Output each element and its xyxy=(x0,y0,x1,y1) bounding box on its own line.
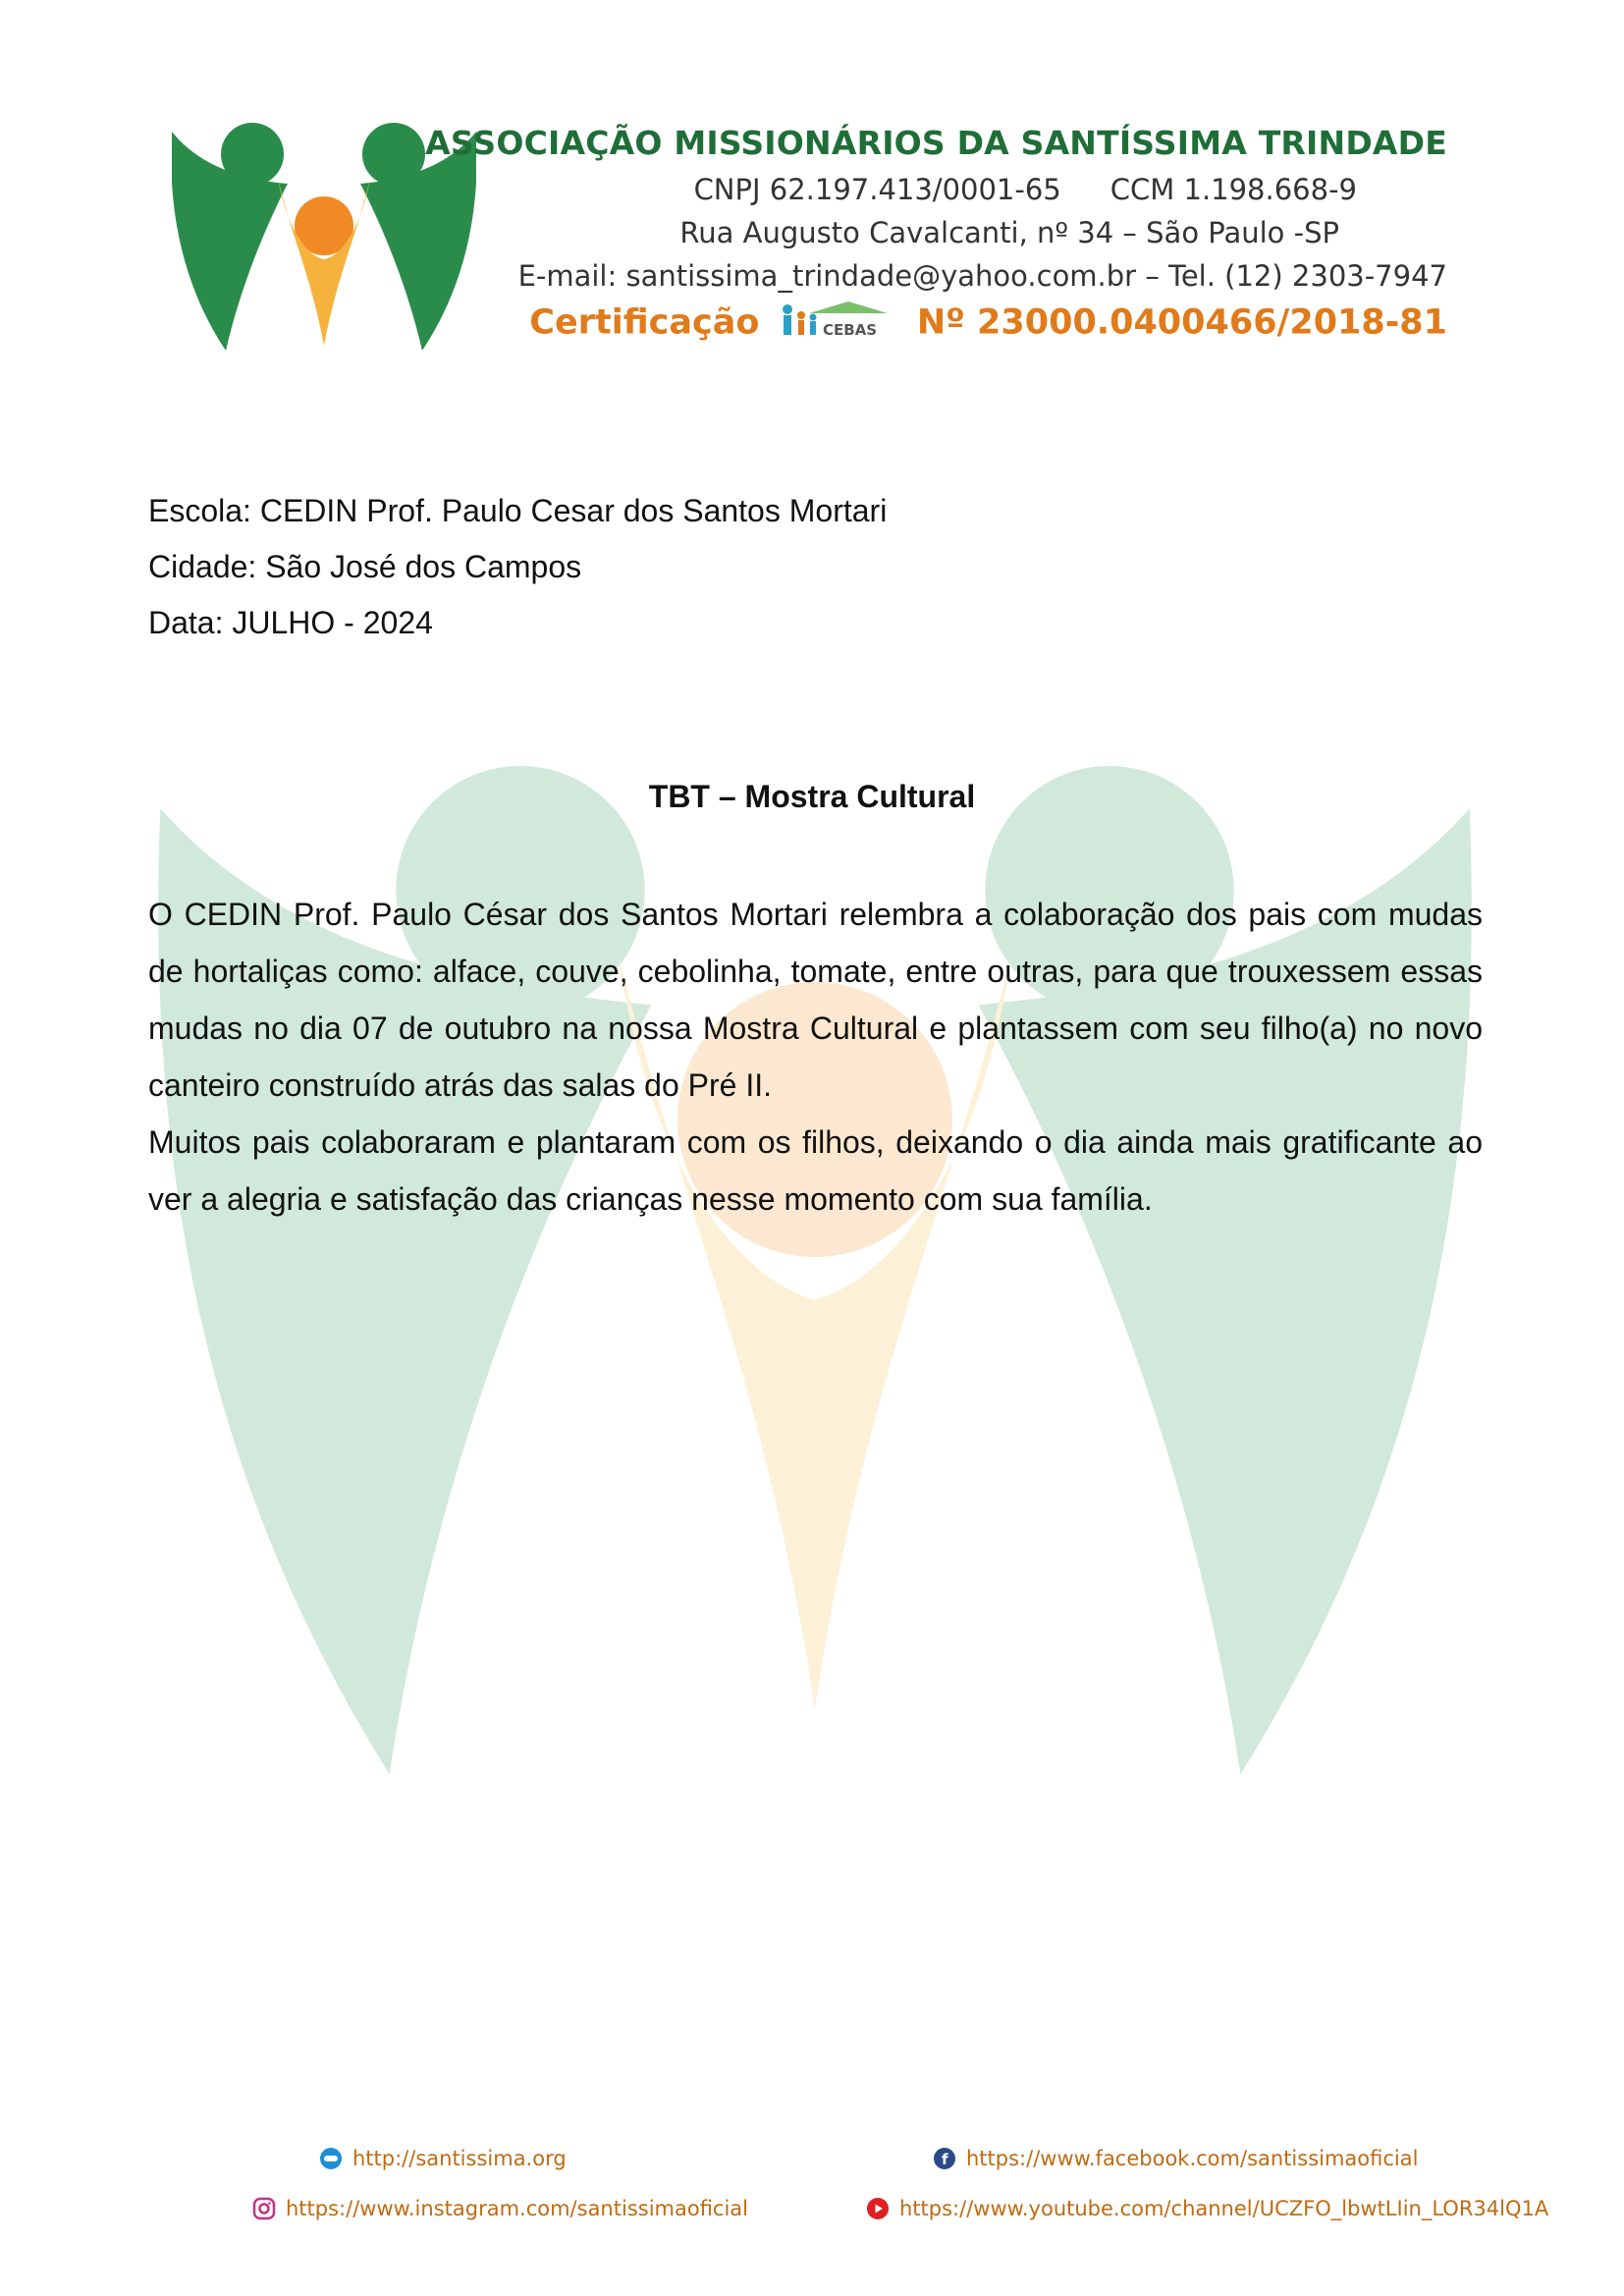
body-paragraph: O CEDIN Prof. Paulo César dos Santos Mortari relembra a colaboração dos pais com mudas de hortaliças como: alface, couve, cebolinha, tomate, entre outras, para que trouxessem essas mudas no dia 07 de outubro na nossa Mostra Cultural e plantassem com seu filho(a) no novo canteiro construído atrás das salas do Pré II. xyxy=(148,897,1483,1103)
contact-line: E-mail: santissima_trindade@yahoo.com.br – Tel. (12) 2303-7947 xyxy=(517,259,1447,293)
city-line: Cidade: São José dos Campos xyxy=(148,549,582,584)
facebook-icon xyxy=(933,2147,956,2170)
youtube-url[interactable]: https://www.youtube.com/channel/UCZFO_lbwtLIin_LOR34lQ1A xyxy=(899,2197,1549,2220)
facebook-link[interactable] xyxy=(933,2147,1418,2170)
facebook-url[interactable]: https://www.facebook.com/santissimaoficial xyxy=(966,2147,1419,2170)
body-paragraph: Muitos pais colaboraram e plantaram com os filhos, deixando o dia ainda mais gratificante ao ver a alegria e satisfação das crianças nesse momento com sua família. xyxy=(148,1124,1483,1217)
instagram-link[interactable] xyxy=(252,2197,748,2220)
instagram-url[interactable]: https://www.instagram.com/santissimaoficial xyxy=(286,2197,749,2220)
cebas-text: CEBAS xyxy=(822,321,877,339)
youtube-link[interactable] xyxy=(866,2197,1548,2220)
date-line: Data: JULHO - 2024 xyxy=(148,605,433,640)
address: Rua Augusto Cavalcanti, nº 34 – São Paulo -SP xyxy=(679,216,1339,249)
organization-name: ASSOCIAÇÃO MISSIONÁRIOS DA SANTÍSSIMA TRINDADE xyxy=(425,124,1447,162)
cebas-badge xyxy=(780,300,897,348)
certification-number: Nº 23000.0400466/2018-81 xyxy=(916,302,1447,343)
certification-label: Certificação xyxy=(529,302,760,343)
website-url[interactable]: http://santissima.org xyxy=(352,2147,567,2170)
instagram-icon xyxy=(252,2197,276,2220)
school-line: Escola: CEDIN Prof. Paulo Cesar dos Santos Mortari xyxy=(148,493,888,528)
registration-line xyxy=(694,173,1447,206)
youtube-icon xyxy=(866,2197,890,2220)
document-body xyxy=(148,886,1483,1228)
ccm: CCM 1.198.668-9 xyxy=(1110,173,1357,206)
document-title: TBT – Mostra Cultural xyxy=(648,779,976,814)
globe-icon xyxy=(319,2147,343,2170)
certification-line xyxy=(529,300,1447,348)
cnpj: CNPJ 62.197.413/0001-65 xyxy=(693,173,1061,206)
cebas-icon xyxy=(780,300,897,339)
website-link[interactable] xyxy=(319,2147,567,2170)
svg-text:f: f xyxy=(942,2151,948,2168)
